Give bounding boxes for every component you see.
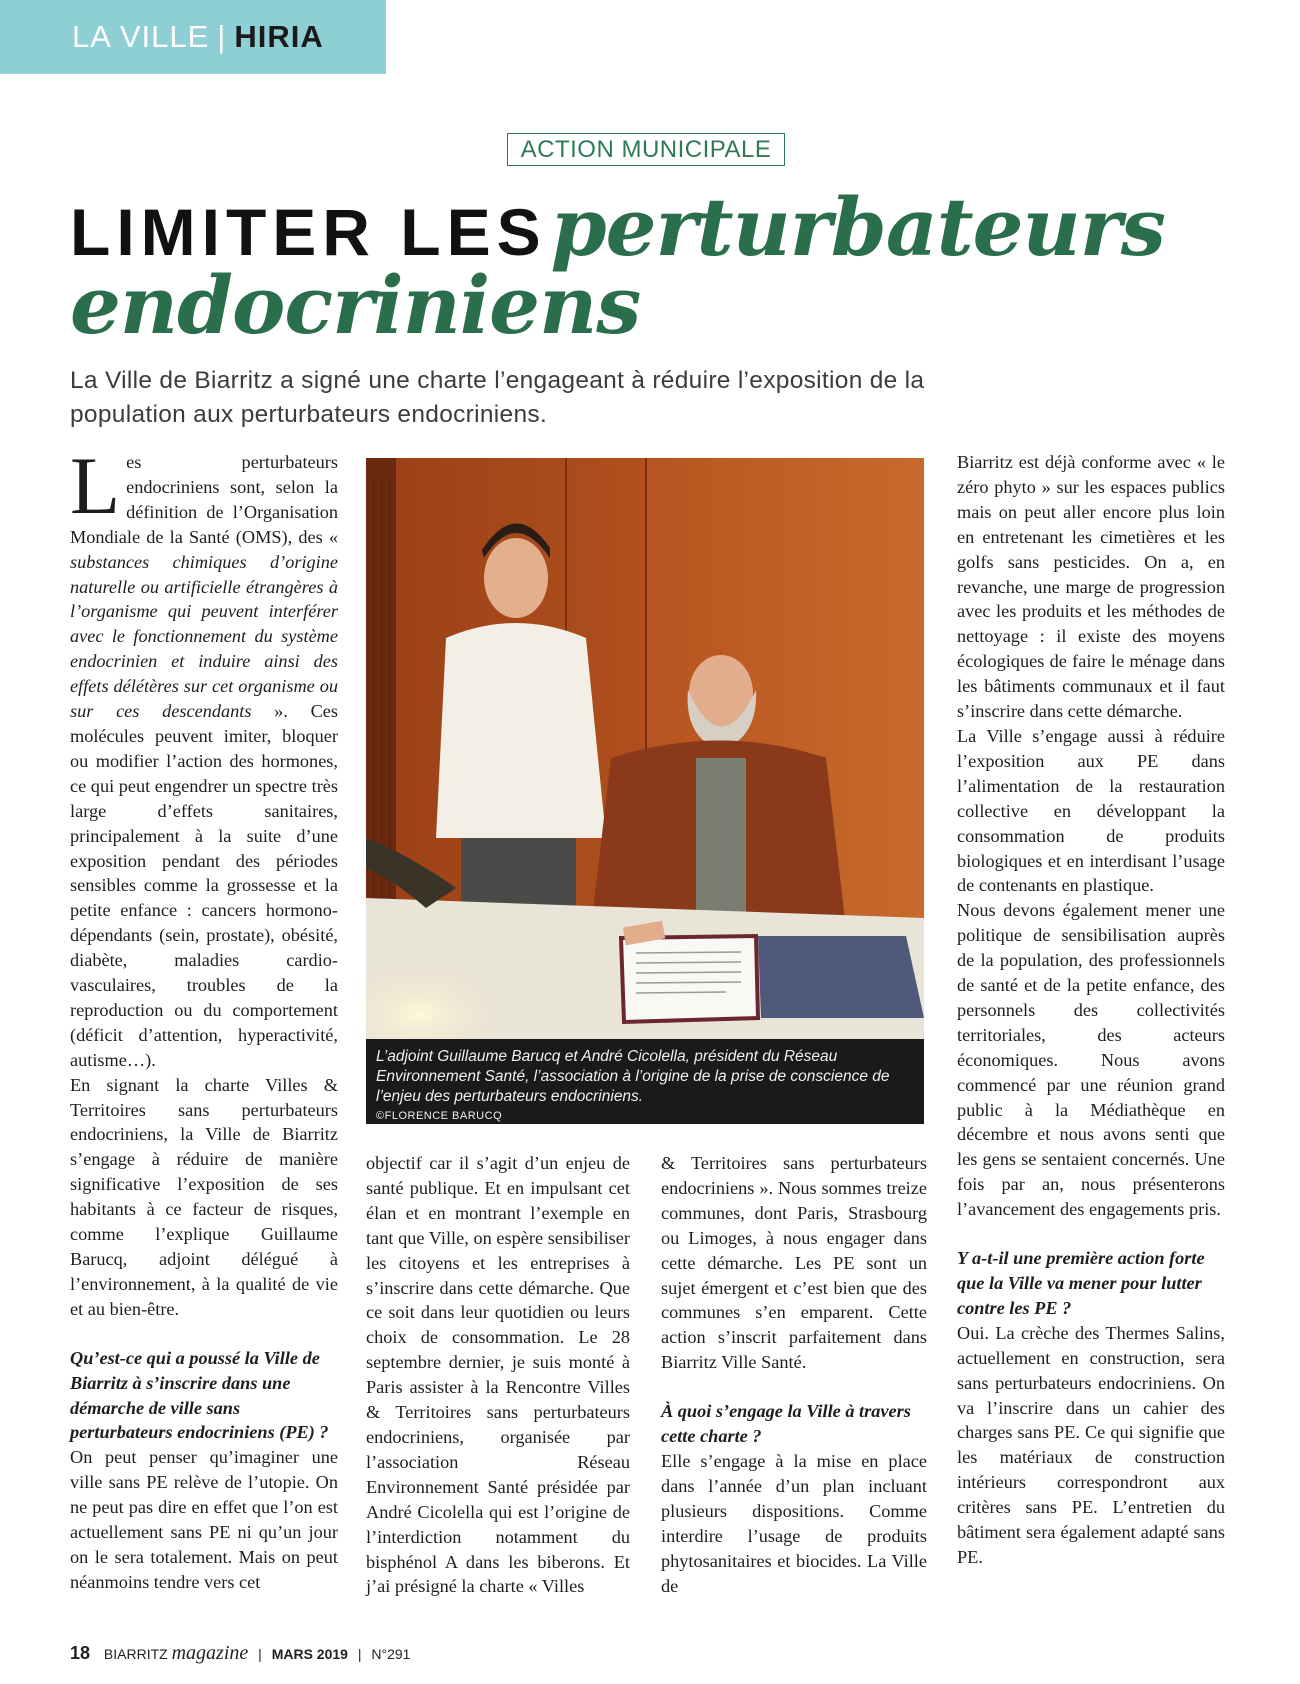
issue-date: MARS 2019 (271, 1646, 348, 1662)
article-lead: La Ville de Biarritz a signé une charte l’engageant à réduire l’exposition de la population aux perturbateurs endocriniens. (70, 367, 925, 428)
interview-answer: & Territoires sans perturbateurs endocriniens ». Nous sommes treize communes, dont Paris, Strasbourg ou Limoges, à nous engager dans cette démarche. Les PE sont un sujet émergent et c’est bien que des communes s’en emparent. Cette action s’inscrit parfaitement dans Biarritz Ville Santé. (661, 1153, 927, 1373)
article-photo (366, 458, 924, 1039)
section-header (0, 0, 386, 74)
interview-answer: Elle s’engage à la mise en place dans l’année d’un plan incluant plusieurs dispositions. Comme interdire l’usage de produits phytosanitaires et biocides. La Ville de (661, 1450, 927, 1596)
page-number: 18 (70, 1643, 91, 1663)
section-subname: HIRIA (234, 19, 324, 54)
interview-question: Qu’est-ce qui a poussé la Ville de Biarritz à s’inscrire dans une démarche de ville sans perturbateurs endocriniens (PE) ? (70, 1347, 329, 1443)
article-column-4 (957, 450, 1225, 1570)
article-title-line-2 (70, 258, 640, 352)
interview-question: Y a-t-il une première action forte que la Ville va mener pour lutter contre les PE ? (957, 1248, 1205, 1318)
drop-cap: L (70, 440, 121, 531)
interview-answer: Oui. La crèche des Thermes Salins, actuellement en construction, sera sans perturbateurs endocriniens. On va l’inscrire dans un cahier des charges sans PE. Ce qui signifie que les matériaux de construction intérieurs correspondront aux critères sans PE. L’entretien du bâtiment sera également adapté sans PE. (957, 1322, 1225, 1567)
title-accent-part: perturbateurs (550, 180, 1165, 274)
intro-paragraph (70, 440, 339, 1073)
intro-text-b: ». Ces molécules peuvent imiter, bloquer ou modifier l’action des hormones, ce qui peut engendrer un spectre très large d’effets sanitaires, principalement à la suite d’une exposition pendant des périodes sensibles comme la grossesse et la petite enfance : cancers hormono-dépendants (sein, prostate), obésité, diabète, maladies cardio-vasculaires, troubles de la reproduction ou du comportement (déficit d’attention, hyperactivité, autisme…). (70, 701, 339, 1070)
article-column-1 (70, 440, 339, 1595)
section-name: LA VILLE (72, 19, 210, 54)
article-column-2 (366, 1151, 630, 1599)
interview-answer: Nous devons également mener une politique de sensibilisation auprès de la population, des professionnels de santé et de la petite enfance, des personnels des collectivités territoriales, des acteurs économiques. Nous avons commencé par une réunion grand public à la Médiathèque en décembre et nous avons senti que les gens se sentaient concernés. Une fois par an, nous présenterons l’avancement des engagements pris. (957, 900, 1225, 1220)
section-separator: | (217, 19, 227, 54)
magazine-brand: BIARRITZ (103, 1646, 168, 1662)
page-footer (70, 1642, 410, 1665)
who-definition-quote: substances chimiques d’origine naturelle ou artificielle étrangères à l’organisme qui peuvent interférer avec le fonctionnement du système endocrinien et induire ainsi des effets délétères sur cet organisme ou sur ces descendants (70, 551, 338, 722)
photo-credit: ©FLORENCE BARUCQ (376, 1110, 503, 1122)
magazine-brand-italic: magazine (171, 1642, 249, 1664)
footer-separator: | (258, 1646, 262, 1662)
interview-question: À quoi s’engage la Ville à travers cette charte ? (661, 1401, 911, 1447)
intro-text-a: es perturbateurs endocriniens sont, selon la définition de l’Organisation Mondiale de la Santé (OMS), des « (70, 452, 338, 547)
issue-number: N°291 (371, 1646, 411, 1662)
title-accent-part-2: endocriniens (70, 258, 641, 352)
kicker-label: ACTION MUNICIPALE (507, 133, 785, 166)
interview-answer: Biarritz est déjà conforme avec « le zéro phyto » sur les espaces publics mais on peut aller encore plus loin en entretenant les cimetières et les golfs sans pesticides. On a, en revanche, une marge de progression avec les produits et les méthodes de nettoyage : il existe des moyens écologiques de faire le ménage dans les bâtiments communaux et il faut s’inscrire dans cette démarche. (957, 452, 1225, 722)
title-plain-part: LIMITER LES (70, 195, 547, 269)
interview-answer: objectif car il s’agit d’un enjeu de santé publique. Et en impulsant cet élan et en montrant l’exemple en tant que Ville, on espère sensibiliser les citoyens et les entreprises à s’inscrire dans cette démarche. Que ce soit dans leur quotidien ou leurs choix de consommation. Le 28 septembre dernier, je suis monté à Paris assister à la Rencontre Villes & Territoires sans perturbateurs endocriniens, organisée par l’association Réseau Environnement Santé présidée par André Cicolella qui est l’origine de l’interdiction notamment du bisphénol A dans les biberons. Et j’ai présigné la charte « Villes (366, 1153, 630, 1597)
caption-text: L’adjoint Guillaume Barucq et André Cicolella, président du Réseau Environnement Santé, l’association à l’origine de la prise de conscience de l’enjeu des perturbateurs endocriniens. (376, 1048, 890, 1105)
interview-answer: La Ville s’engage aussi à réduire l’exposition aux PE dans l’alimentation de la restauration collective en développant la consommation de produits biologiques et en interdisant l’usage de contenants en plastique. (957, 725, 1225, 896)
photo-signing-charter (366, 458, 924, 1039)
interview-answer: On peut penser qu’imaginer une ville sans PE relève de l’utopie. On ne peut pas dire en effet que l’on est actuellement sans PE ni qu’un jour on le sera totalement. Mais on peut néanmoins tendre vers cet (70, 1447, 338, 1592)
paragraph: En signant la charte Villes & Territoires sans perturbateurs endocriniens, la Ville de Biarritz s’engage à réduire de manière significative l’exposition de ses habitants à ce facteur de risques, comme l’explique Guillaume Barucq, adjoint délégué à l’environnement, à la qualité de vie et au bien-être. (70, 1074, 338, 1319)
footer-separator: | (357, 1646, 362, 1662)
photo-caption (366, 1039, 924, 1124)
article-column-3 (661, 1151, 927, 1598)
